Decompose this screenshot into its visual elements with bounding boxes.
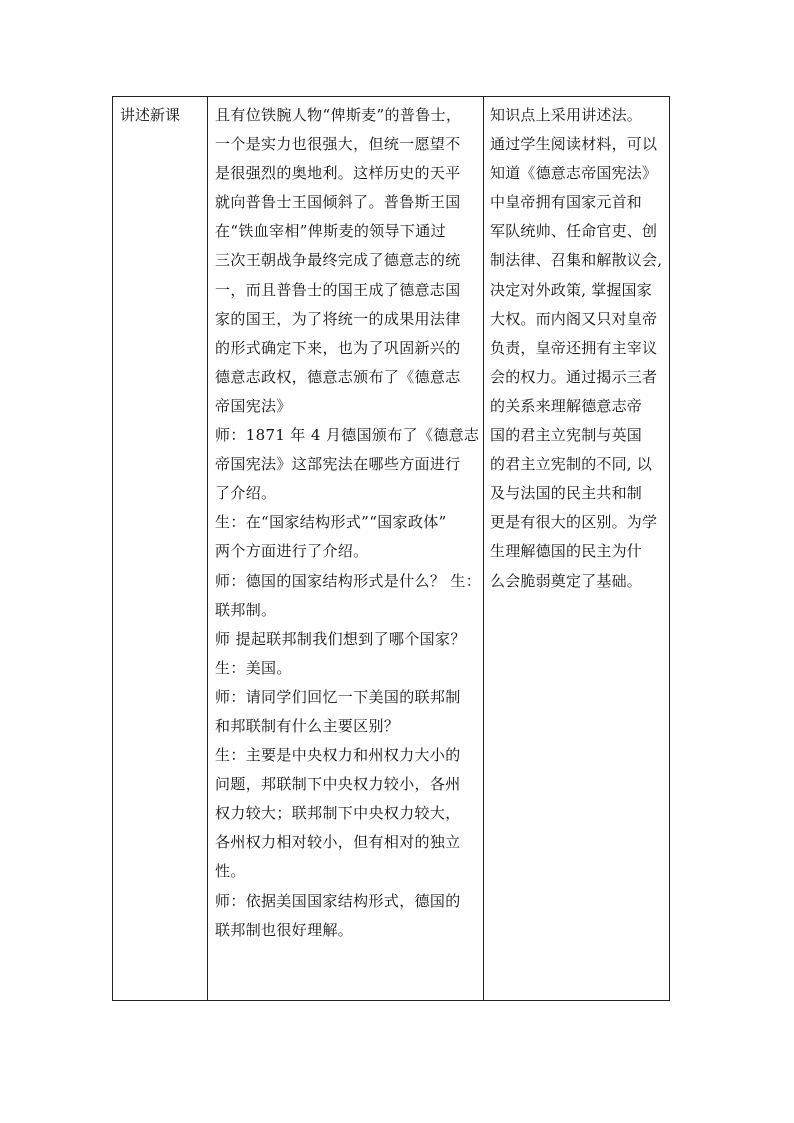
content-line: 生：在“国家结构形式”“国家政体”	[215, 513, 447, 532]
note-line: 及与法国的民主共和制	[490, 484, 643, 503]
content-line: 问题，邦联制下中央权力较小，各州	[215, 775, 461, 794]
note-line: 的关系来理解德意志帝	[490, 396, 643, 415]
content-line: 是很强烈的奥地利。这样历史的天平	[215, 164, 461, 183]
content-line: 家的国王，为了将统一的成果用法律	[215, 309, 461, 328]
content-line: 一，而且普鲁士的国王成了德意志国	[215, 280, 461, 299]
content-line: 各州权力相对较小，但有相对的独立	[215, 833, 461, 852]
note-line: 大权。而内阁又只对皇帝	[490, 309, 658, 328]
content-line: 权力较大；联邦制下中央权力较大，	[215, 804, 461, 823]
table-row	[113, 97, 670, 1001]
note-line: 更是有很大的区别。为学	[490, 513, 658, 532]
content-line: 且有位铁腕人物“俾斯麦”的普鲁士，	[215, 106, 462, 124]
content-line: 在“铁血宰相”俾斯麦的领导下通过	[215, 222, 446, 241]
content-line: 一个是实力也很强大，但统一愿望不	[215, 135, 461, 154]
content-line: 就向普鲁士王国倾斜了。普鲁斯王国	[215, 193, 461, 212]
teaching-content-cell	[208, 97, 484, 1001]
content-line: 生：美国。	[215, 658, 292, 677]
content-line: 帝国宪法》这部宪法在哪些方面进行	[215, 455, 461, 474]
note-line: 中皇帝拥有国家元首和	[490, 193, 643, 212]
note-line: 国的君主立宪制与英国	[490, 426, 643, 445]
content-line: 的形式确定下来，也为了巩固新兴的	[215, 338, 461, 357]
note-line: 么会脆弱奠定了基础。	[490, 571, 643, 590]
note-line: 会的权力。通过揭示三者	[490, 367, 658, 386]
content-line: 师 提起联邦制我们想到了哪个国家？	[215, 629, 466, 648]
note-line: 军队统帅、任命官吏、创	[490, 222, 658, 241]
note-line: 的君主立宪制的不同, 以	[490, 455, 652, 474]
note-line: 决定对外政策, 掌握国家	[490, 280, 652, 299]
content-line: 了介绍。	[215, 484, 277, 503]
content-line: 帝国宪法》	[215, 396, 292, 415]
content-line: 三次王朝战争最终完成了德意志的统	[215, 251, 461, 270]
content-line: 师：1871 年 4 月德国颁布了《德意志	[215, 426, 480, 445]
content-line: 生：主要是中央权力和州权力大小的	[215, 746, 461, 765]
note-line: 知识点上采用讲述法。	[490, 106, 643, 124]
content-line: 联邦制也很好理解。	[215, 920, 354, 939]
note-line: 知道《德意志帝国宪法》	[490, 164, 658, 183]
content-line: 和邦联制有什么主要区别？	[215, 716, 400, 735]
stage-cell	[113, 97, 208, 1001]
note-line: 通过学生阅读材料，可以	[490, 135, 658, 154]
note-line: 生理解德国的民主为什	[490, 542, 643, 561]
content-line: 师：德国的国家结构形式是什么？ 生：	[215, 571, 482, 590]
lesson-plan-table	[112, 96, 670, 1001]
note-line: 制法律、召集和解散议会,	[490, 251, 663, 270]
content-line: 性。	[215, 862, 246, 881]
content-line: 联邦制。	[215, 600, 277, 619]
note-line: 负责，皇帝还拥有主宰议	[490, 338, 658, 357]
content-line: 师：依据美国国家结构形式，德国的	[215, 891, 461, 910]
content-line: 德意志政权，德意志颁布了《德意志	[215, 367, 461, 386]
stage-label: 讲述新课	[120, 106, 181, 124]
content-line: 两个方面进行了介绍。	[215, 542, 369, 561]
content-line: 师：请同学们回忆一下美国的联邦制	[215, 687, 461, 706]
design-intent-cell	[484, 97, 670, 1001]
